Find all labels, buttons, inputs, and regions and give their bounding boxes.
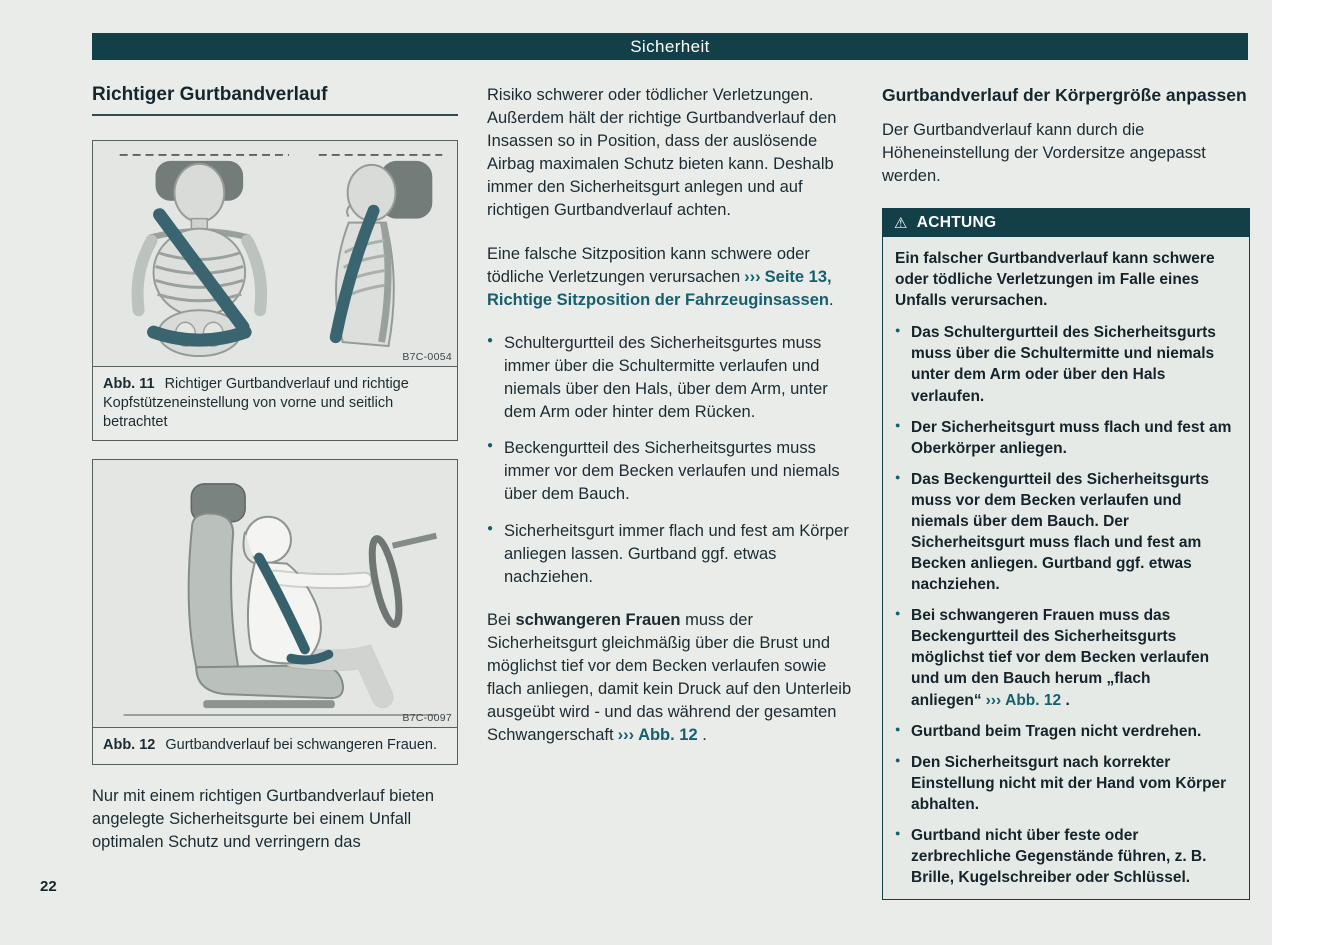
middle-paragraph-1: Risiko schwerer oder tödlicher Verletzungen. Außerdem hält der richtige Gurtbandverlauf den Insassen so in Position, dass der auslösende Airbag maximalen Schutz bieten kann. Deshalb immer den Sicherheitsgurt anlegen und auf richtigen Gurtbandverlauf achten.	[487, 86, 837, 220]
figure-11	[92, 140, 458, 441]
warning-text: .	[1065, 691, 1070, 709]
right-column	[882, 84, 1250, 900]
figure-12-caption	[93, 728, 457, 763]
warning-text: Bei schwangeren Frauen muss das Beckengurtteil des Sicherheitsgurts möglichst tief vor dem Becken verlaufen und um den Bauch herum „flach anliegen“	[911, 607, 1210, 709]
warning-item: ● Gurtband beim Tragen nicht verdrehen.	[895, 721, 1237, 742]
warning-item: ● Den Sicherheitsgurt nach korrekter Einstellung nicht mit der Hand vom Körper abhalten.	[895, 752, 1237, 815]
warning-item: ● Der Sicherheitsgurt muss flach und fest am Oberkörper anliegen.	[895, 417, 1237, 459]
belt-routing-list	[487, 332, 853, 589]
left-column	[92, 84, 458, 854]
paragraph-text: Bei	[487, 610, 511, 629]
figure-11-caption	[93, 367, 457, 440]
cross-reference-arrows: ›››	[744, 267, 761, 286]
figure-12-caption-label: Abb. 12	[103, 737, 156, 754]
cross-reference-link-abb-12[interactable]: Abb. 12	[638, 726, 698, 745]
right-paragraph: Der Gurtbandverlauf kann durch die Höheneinstellung der Vordersitze angepasst werden.	[882, 120, 1206, 185]
skeleton-belt-illustration	[93, 141, 457, 366]
chapter-header-bar	[92, 33, 1248, 60]
chapter-title: Sicherheit	[630, 36, 710, 56]
warning-header	[883, 209, 1249, 237]
list-item: ● Schultergurtteil des Sicherheitsgurtes muss immer über die Schultermitte verlaufen und niemals über den Hals, über dem Arm, unter dem Arm oder hinter dem Rücken.	[487, 332, 853, 424]
figure-12-caption-text: Gurtbandverlauf bei schwangeren Frauen.	[165, 737, 438, 754]
warning-item	[895, 605, 1237, 710]
figure-12-code: B7C-0097	[402, 712, 452, 725]
warning-triangle-icon: ⚠	[894, 214, 908, 232]
pregnant-woman-belt-illustration	[93, 460, 457, 727]
figure-12	[92, 459, 458, 764]
list-item: ● Beckengurtteil des Sicherheitsgurtes muss immer vor dem Becken verlaufen und niemals über dem Bauch.	[487, 437, 853, 506]
cross-reference-arrows: ›››	[985, 691, 1002, 709]
paragraph-text: muss der Sicherheitsgurt gleichmäßig über die Brust und möglichst tief vor dem Becken verlaufen sowie flach anliegen, damit kein Druck auf den Unterleib ausgeübt wird - und das während der gesamten Schwangerschaft	[487, 610, 852, 745]
subsection-heading: Gurtbandverlauf der Körpergröße anpassen	[882, 85, 1247, 105]
paragraph-text: Eine falsche Sitzposition kann schwere oder tödliche Verletzungen verursachen	[487, 244, 810, 286]
warning-item: ● Das Beckengurtteil des Sicherheitsgurts muss vor dem Becken verlaufen und niemals über dem Bauch. Der Sicherheitsgurt muss flach und fest am Becken anliegen. Gurtband ggf. etwas nachziehen.	[895, 469, 1237, 595]
figure-11-image	[93, 141, 457, 367]
warning-box	[882, 208, 1250, 900]
list-item: ● Sicherheitsgurt immer flach und fest am Körper anliegen lassen. Gurtband ggf. etwas nachziehen.	[487, 520, 853, 589]
figure-11-caption-text: Richtiger Gurtbandverlauf und richtige Kopfstützeneinstellung von vorne und seitlich betrachtet	[103, 376, 409, 431]
middle-paragraph-2	[487, 243, 853, 312]
left-paragraph: Nur mit einem richtigen Gurtbandverlauf bieten angelegte Sicherheitsgurte bei einem Unfall optimalen Schutz und verringern das	[92, 786, 435, 851]
warning-intro: Ein falscher Gurtbandverlauf kann schwere oder tödliche Verletzungen im Falle eines Unfalls verursachen.	[895, 250, 1215, 310]
page-number: 22	[40, 878, 57, 895]
figure-11-caption-label: Abb. 11	[103, 376, 155, 392]
cross-reference-arrows: ›››	[617, 726, 635, 745]
middle-column	[487, 84, 853, 767]
bold-phrase: schwangeren Frauen	[515, 610, 681, 629]
warning-item: ● Das Schultergurtteil des Sicherheitsgurts muss über die Schultermitte und niemals unter dem Arm oder über den Hals verlaufen.	[895, 322, 1237, 406]
paragraph-text: .	[702, 726, 707, 745]
warning-title: ACHTUNG	[916, 214, 997, 232]
cross-reference-link-abb-12[interactable]: Abb. 12	[1005, 691, 1062, 709]
figure-12-image	[93, 460, 457, 728]
cross-reference-link-seite-13[interactable]: Seite 13, Richtige Sitzposition der Fahrzeuginsassen	[487, 267, 832, 309]
warning-item: ● Gurtband nicht über feste oder zerbrechliche Gegenstände führen, z. B. Brille, Kugelschreiber oder Schlüssel.	[895, 825, 1237, 888]
warning-list	[895, 322, 1237, 888]
figure-11-code: B7C-0054	[402, 351, 452, 363]
middle-paragraph-3	[487, 609, 853, 748]
section-title: Richtiger Gurtbandverlauf	[92, 84, 458, 116]
warning-body	[883, 237, 1249, 899]
paragraph-text: .	[828, 290, 834, 309]
